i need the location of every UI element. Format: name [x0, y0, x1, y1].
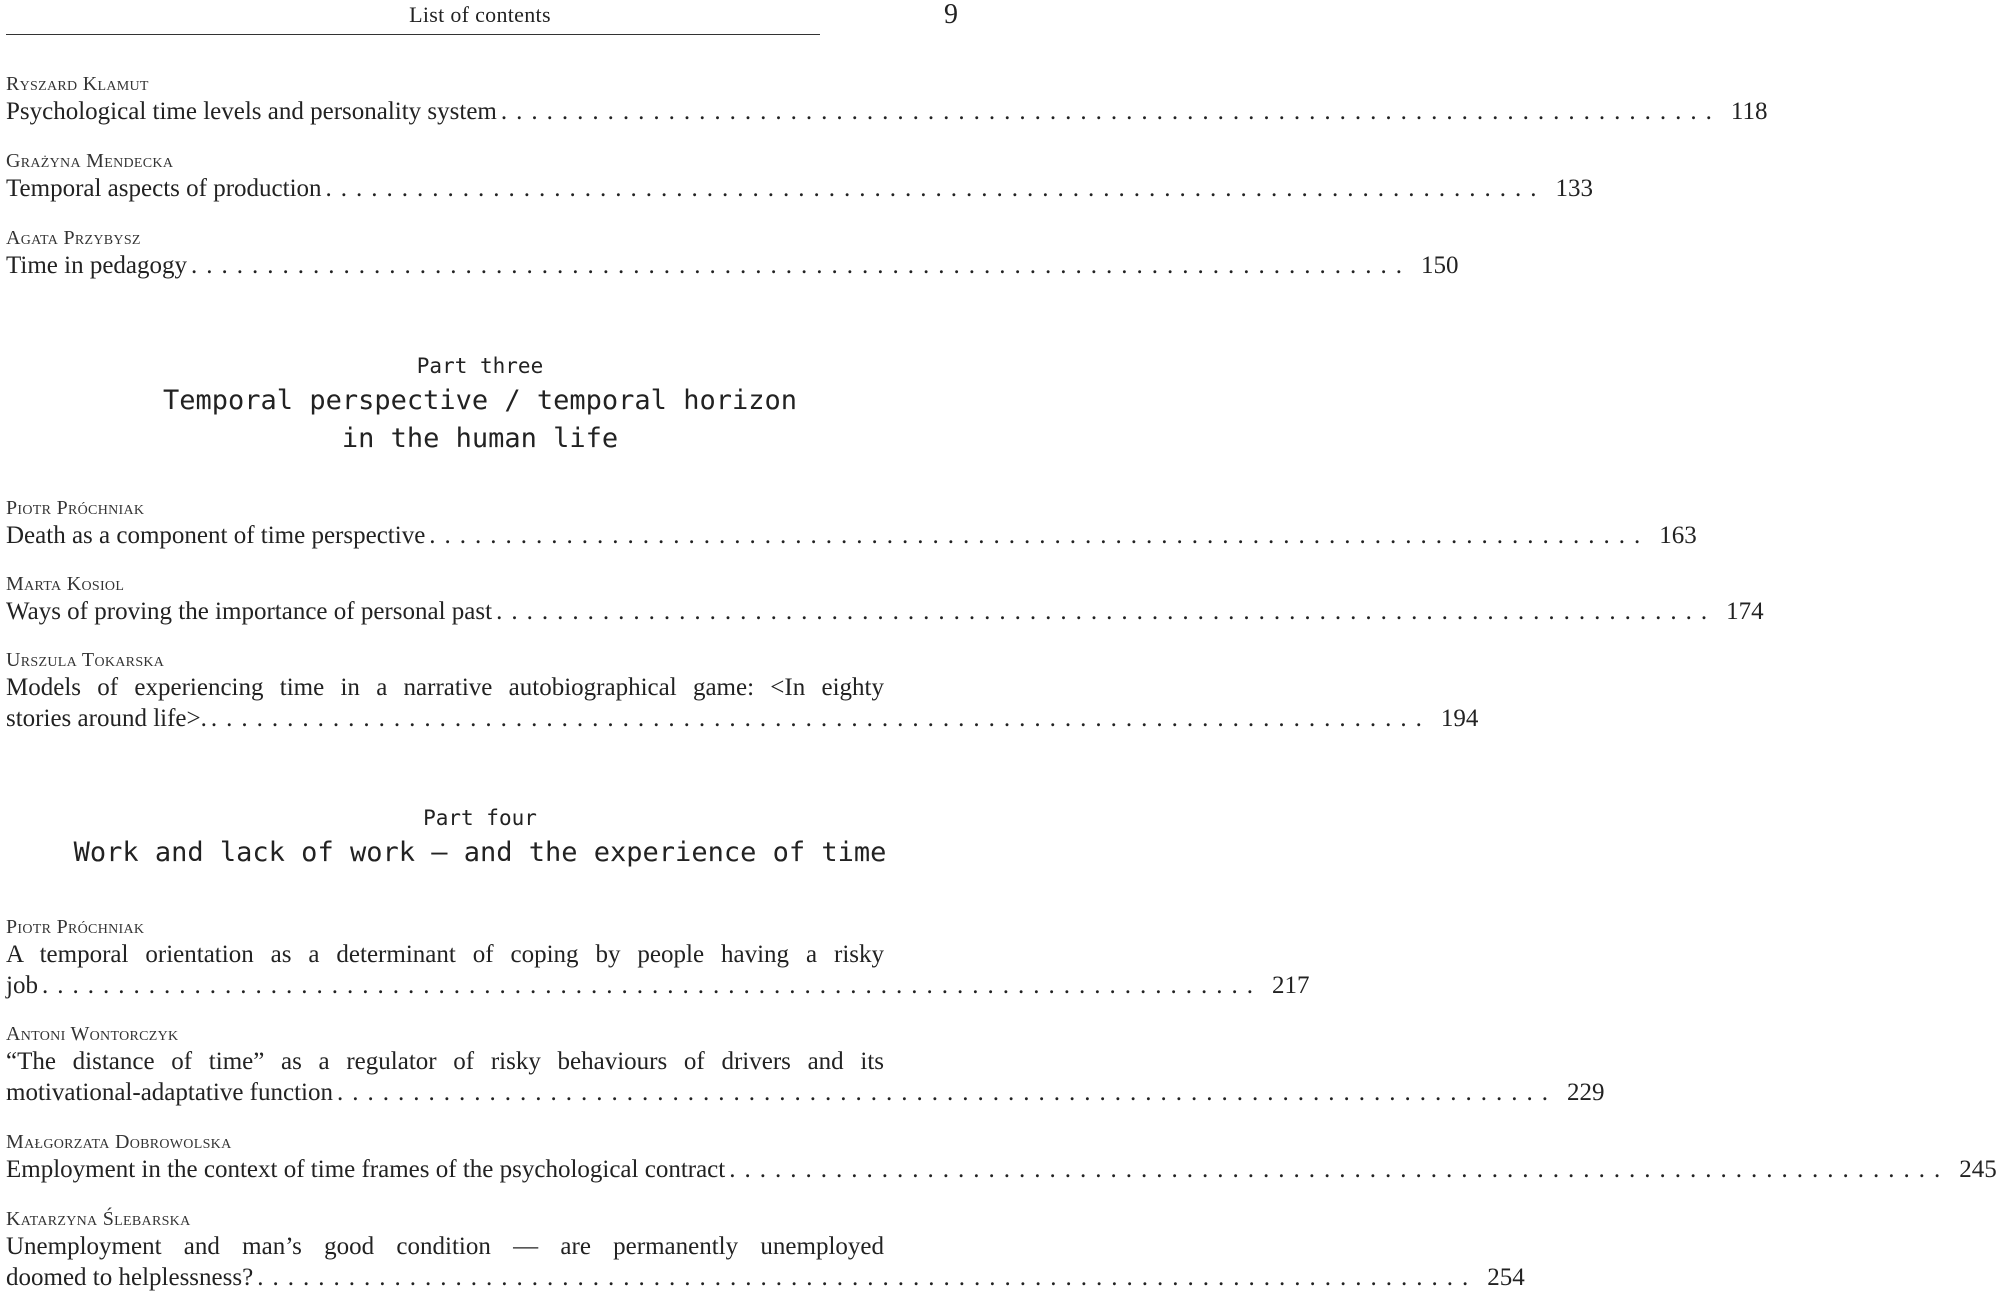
- page-number: 9: [944, 0, 958, 30]
- header-rule: [6, 34, 820, 35]
- entry-author: Ryszard Klamut: [6, 73, 149, 95]
- entry-title: job: [6, 972, 38, 999]
- entry-title: Death as a component of time perspective: [6, 522, 426, 549]
- entry-author: Marta Kosiol: [6, 573, 125, 595]
- dot-leader: ................................................................................: [210, 705, 1431, 732]
- page-header: [0, 0, 960, 40]
- entry-title[interactable]: “The distance of time” as a regulator of risky behaviours of drivers and its: [6, 1048, 884, 1075]
- entry-title: stories around life>.: [6, 705, 207, 732]
- part-label: Part four: [423, 806, 537, 830]
- entry-title: Employment in the context of time frames of the psychological contract: [6, 1156, 726, 1183]
- part-title: Temporal perspective / temporal horizon: [163, 385, 797, 416]
- dot-leader: ................................................................................: [500, 98, 1721, 125]
- entry-page: 133: [1555, 175, 1594, 202]
- toc-entry: [6, 648, 1479, 734]
- entry-author: Piotr Próchniak: [6, 497, 145, 519]
- dot-leader: ................................................................................: [336, 1079, 1557, 1106]
- dot-leader: ................................................................................: [729, 1156, 1950, 1183]
- entry-author: Grażyna Mendecka: [6, 150, 174, 172]
- entry-title-line[interactable]: [6, 596, 1764, 627]
- dot-leader: ................................................................................: [429, 522, 1650, 549]
- entry-author: Urszula Tokarska: [6, 649, 165, 671]
- dot-leader: ................................................................................: [41, 972, 1262, 999]
- entry-page: 174: [1726, 598, 1764, 625]
- dot-leader: ................................................................................: [191, 252, 1412, 279]
- entry-title[interactable]: Models of experiencing time in a narrative autobiographical game: <In eighty: [6, 674, 884, 701]
- part-heading: [0, 354, 960, 458]
- entry-page: 163: [1659, 522, 1697, 549]
- entry-title-line[interactable]: [6, 970, 1310, 1001]
- entry-author: Katarzyna Ślebarska: [6, 1208, 191, 1230]
- entry-page: 254: [1487, 1264, 1525, 1291]
- entry-title[interactable]: A temporal orientation as a determinant of coping by people having a risky: [6, 941, 884, 968]
- dot-leader: ................................................................................: [496, 598, 1717, 625]
- entry-author: Piotr Próchniak: [6, 916, 145, 938]
- entry-title: Ways of proving the importance of personal past: [6, 598, 493, 625]
- entry-title-line[interactable]: [6, 520, 1697, 551]
- entry-title: Time in pedagogy: [6, 252, 188, 279]
- entry-title: doomed to helplessness?: [6, 1264, 254, 1291]
- part-label: Part three: [416, 354, 544, 378]
- toc-entry: [6, 572, 1764, 627]
- entry-title-line[interactable]: [6, 1154, 1997, 1185]
- entry-page: 150: [1421, 252, 1459, 279]
- dot-leader: ................................................................................: [325, 175, 1546, 202]
- entry-page: 245: [1959, 1156, 1997, 1183]
- entry-page: 194: [1440, 705, 1479, 732]
- entry-page: 118: [1730, 98, 1768, 125]
- entry-page: 217: [1271, 972, 1310, 999]
- entry-title-line[interactable]: [6, 703, 1479, 734]
- dot-leader: ................................................................................: [257, 1264, 1478, 1291]
- entry-title-line[interactable]: [6, 1262, 1525, 1293]
- toc-entry: [6, 72, 1768, 127]
- toc-entry: [6, 1022, 1605, 1108]
- toc-entry: [6, 1207, 1525, 1293]
- part-title: in the human life: [341, 423, 619, 454]
- entry-title-line[interactable]: [6, 96, 1768, 127]
- entry-title-line[interactable]: [6, 173, 1594, 204]
- entry-title: motivational-adaptative function: [6, 1079, 333, 1106]
- running-title: List of contents: [409, 2, 551, 27]
- entry-author: Małgorzata Dobrowolska: [6, 1131, 232, 1153]
- entry-author: Agata Przybysz: [6, 227, 141, 249]
- entry-title-line[interactable]: [6, 250, 1459, 281]
- part-heading: [0, 806, 960, 872]
- entry-page: 229: [1566, 1079, 1605, 1106]
- toc-entry: [6, 1130, 1997, 1185]
- entry-title: Psychological time levels and personality system: [6, 98, 497, 125]
- toc-entry: [6, 496, 1697, 551]
- toc-entry: [6, 149, 1594, 204]
- entry-title-line[interactable]: [6, 1077, 1605, 1108]
- entry-author: Antoni Wontorczyk: [6, 1023, 179, 1045]
- entry-title: Temporal aspects of production: [6, 175, 322, 202]
- part-title: Work and lack of work — and the experience of time: [73, 837, 887, 868]
- toc-entry: [6, 915, 1310, 1001]
- toc-entry: [6, 226, 1459, 281]
- entry-title[interactable]: Unemployment and man’s good condition — are permanently unemployed: [6, 1233, 884, 1260]
